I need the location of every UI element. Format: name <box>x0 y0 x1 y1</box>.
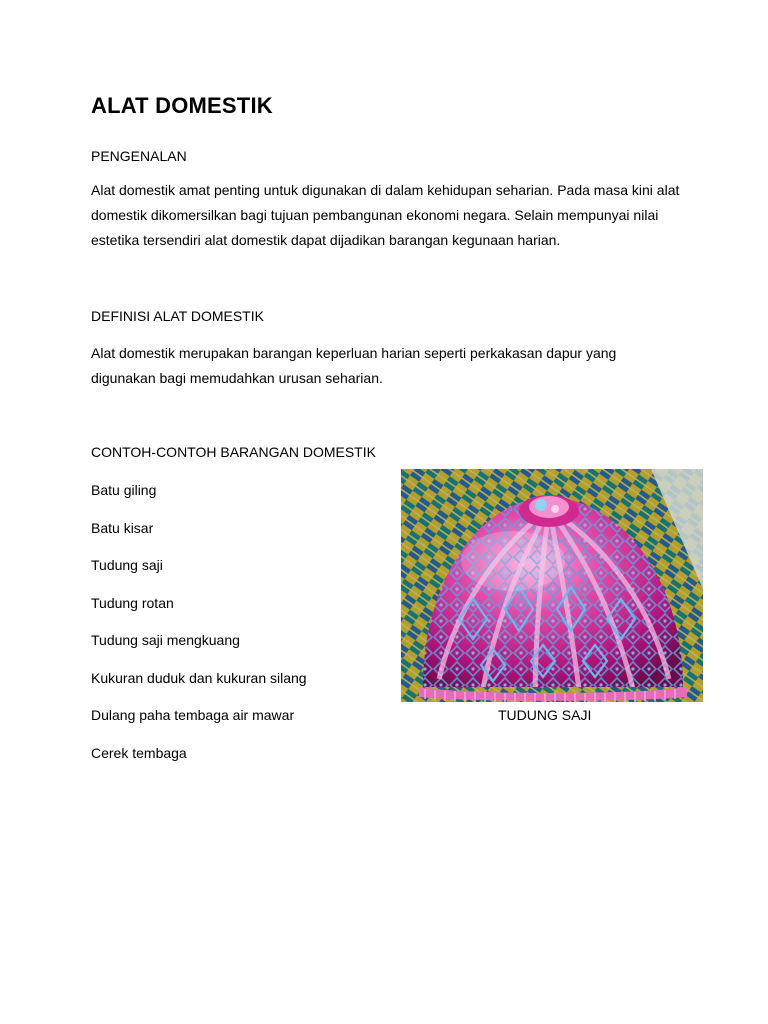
list-item: Batu giling <box>91 482 157 498</box>
list-item: Tudung rotan <box>91 594 174 611</box>
paragraph-line: digunakan bagi memudahkan urusan seharian. <box>91 370 383 386</box>
paragraph-line: domestik dikomersilkan bagi tujuan pembangunan ekonomi negara. Selain mempunyai nilai <box>91 207 659 223</box>
list-item: Tudung saji <box>91 557 163 573</box>
list-item: Tudung saji mengkuang <box>91 632 240 648</box>
section-heading-contoh: CONTOH-CONTOH BARANGAN DOMESTIK <box>91 444 376 460</box>
figure-caption: TUDUNG SAJI <box>498 707 592 723</box>
section-heading-pengenalan: PENGENALAN <box>91 148 187 164</box>
list-item: Batu kisar <box>91 519 154 536</box>
list-item: Cerek tembaga <box>91 744 187 761</box>
section-heading-definisi: DEFINISI ALAT DOMESTIK <box>91 308 264 324</box>
tudung-saji-illustration <box>401 469 703 702</box>
paragraph-definisi <box>91 341 701 391</box>
tudung-saji-photo <box>401 469 703 702</box>
list-item: Kukuran duduk dan kukuran silang <box>91 669 307 686</box>
examples-list <box>91 480 307 780</box>
paragraph-line: estetika tersendiri alat domestik dapat dijadikan barangan kegunaan harian. <box>91 232 561 248</box>
paragraph-line: Alat domestik amat penting untuk digunakan di dalam kehidupan seharian. Pada masa kini alat <box>91 182 680 198</box>
document-title: ALAT DOMESTIK <box>91 93 273 118</box>
paragraph-line: Alat domestik merupakan barangan keperluan harian seperti perkakasan dapur yang <box>91 345 617 361</box>
list-item: Dulang paha tembaga air mawar <box>91 707 295 723</box>
paragraph-pengenalan <box>91 178 701 253</box>
